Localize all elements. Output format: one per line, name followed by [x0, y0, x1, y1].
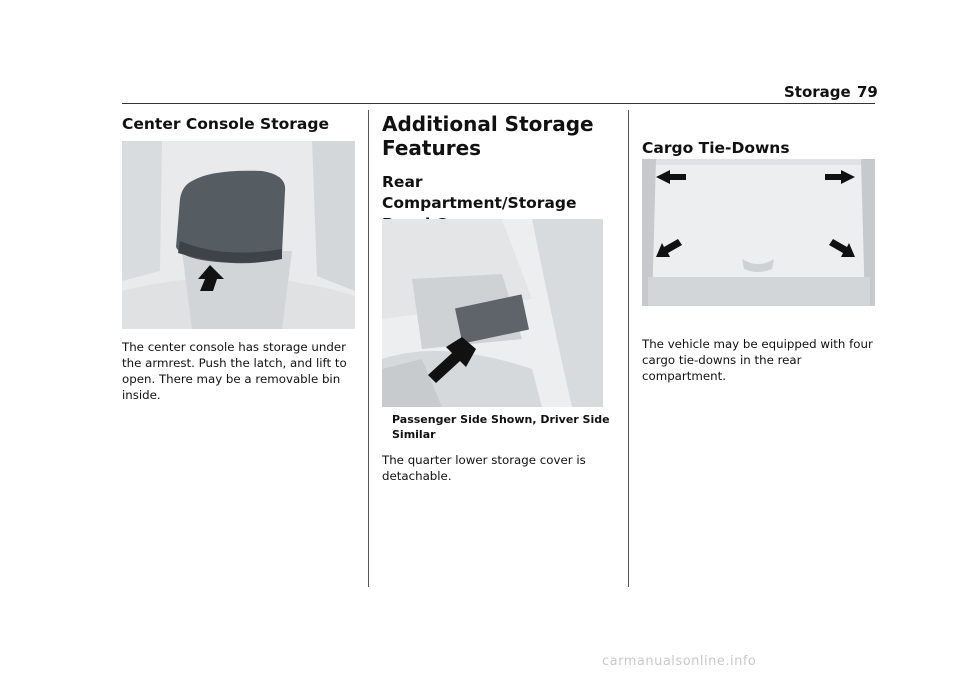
image-caption: Passenger Side Shown, Driver Side Similar — [392, 413, 610, 441]
page-number: 79 — [857, 83, 878, 101]
heading-center-console: Center Console Storage — [122, 115, 329, 133]
column-center-console — [122, 114, 358, 134]
quarter-storage-text — [382, 412, 618, 484]
section-title: Storage — [784, 83, 851, 101]
center-console-body: The center console has storage under the armrest. Push the latch, and lift to open. There may be a removable bin inside. — [122, 340, 347, 402]
column-cargo-tie-downs — [642, 138, 878, 158]
heading-additional-storage: Additional Storage Features — [382, 112, 594, 160]
watermark: carmanualsonline.info — [602, 654, 757, 669]
subheading-rear-compartment: Rear Compartment/Storage — [382, 173, 577, 212]
heading-cargo-tie-downs: Cargo Tie-Downs — [642, 139, 790, 157]
center-console-text — [122, 339, 358, 403]
center-console-image — [122, 141, 355, 329]
cargo-tie-downs-body: The vehicle may be equipped with four cargo tie-downs in the rear compartment. — [642, 337, 873, 383]
quarter-storage-body: The quarter lower storage cover is detachable. — [382, 453, 586, 483]
cargo-tie-downs-image — [642, 159, 875, 306]
header-rule — [122, 103, 875, 104]
column-divider-1 — [368, 110, 369, 587]
column-divider-2 — [628, 110, 629, 587]
quarter-lower-storage-image — [382, 219, 603, 407]
cargo-tie-downs-text — [642, 336, 878, 384]
